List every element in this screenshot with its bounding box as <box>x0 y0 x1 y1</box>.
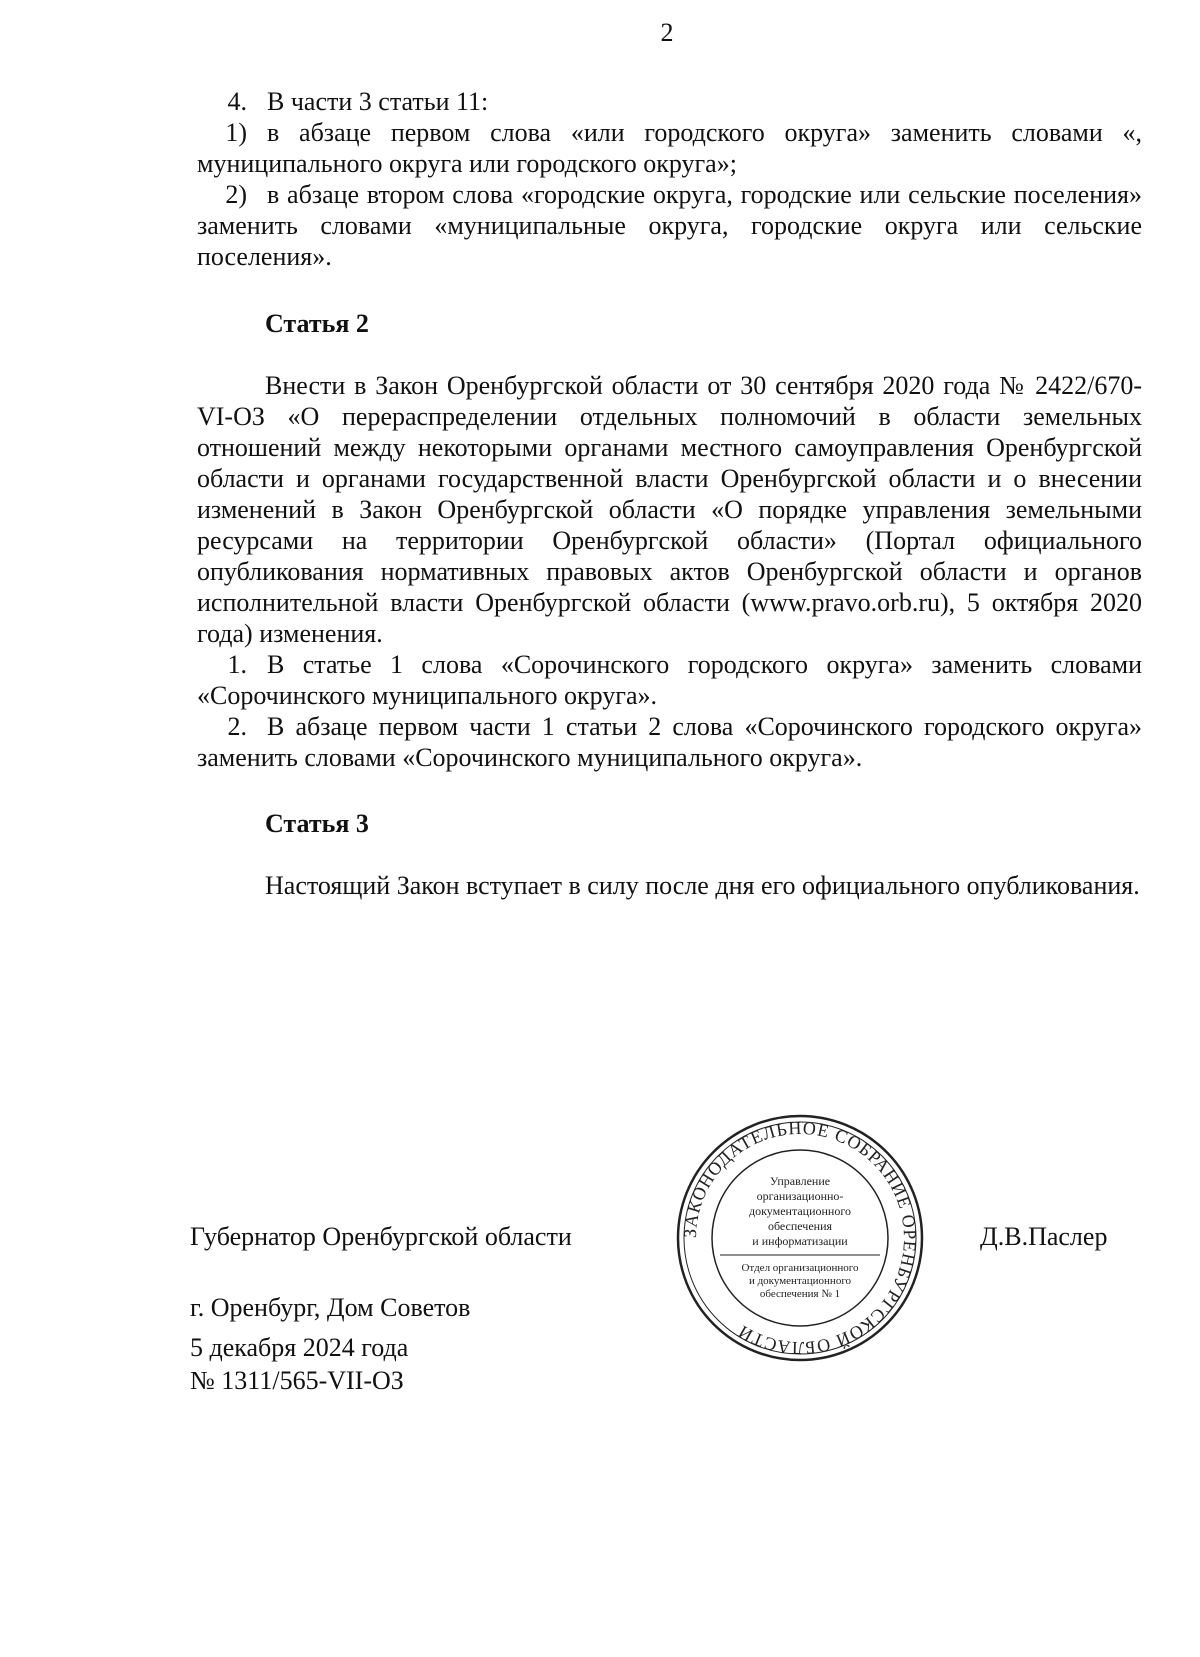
governor-title: Губернатор Оренбургской области <box>190 1222 572 1251</box>
item-4-number: 4. <box>227 87 247 116</box>
article-2-item-1-text: В статье 1 слова «Сорочинского городского округа» заменить словами «Сорочинского муниципального округа». <box>197 650 1142 710</box>
article-2-item-1-number: 1. <box>227 650 247 679</box>
item-4-sub-2-text: в абзаце втором слова «городские округа, городские или сельские поселения» заменить словами «муниципальные округа, городские округа или сельские поселения». <box>197 180 1142 271</box>
article-2-intro: Внести в Закон Оренбургской области от 30 сентября 2020 года № 2422/670-VI-ОЗ «О перераспределении отдельных полномочий в области земельных отношений между некоторыми органами местного самоуправления Оренбургской области и органами государственной власти Оренбургской области и о внесении изменений в Закон Оренбургской области «О порядке управления земельными ресурсами на территории Оренбургской области» (Портал официального опубликования нормативных правовых актов Оренбургской области и органов исполнительной власти Оренбургской области (www.pravo.orb.ru), 5 октября 2020 года) изменения. <box>197 371 1142 648</box>
article-2-item-2-number: 2. <box>227 712 247 741</box>
item-4-sub-1-text: в абзаце первом слова «или городского округа» заменить словами «, муниципального округа или городского округа»; <box>197 118 1142 178</box>
article-2-heading: Статья 2 <box>265 309 369 338</box>
article-2-item-2 <box>197 711 1142 773</box>
seal-line-4: обеспечения <box>767 1219 833 1233</box>
item-4-sub-2-number: 2) <box>225 180 247 209</box>
seal-line-6: Отдел организационного <box>741 1262 859 1274</box>
item-4-sub-1-number: 1) <box>225 118 247 147</box>
seal-line-5: и информатизации <box>752 1234 848 1248</box>
signing-place: г. Оренбург, Дом Советов <box>190 1293 471 1322</box>
seal-line-7: и документационного <box>748 1275 852 1287</box>
signing-date: 5 декабря 2024 года <box>190 1333 409 1362</box>
governor-name: Д.В.Паслер <box>980 1222 1108 1251</box>
article-2-item-2-text: В абзаце первом части 1 статьи 2 слова «Сорочинского городского округа» заменить словами «Сорочинского муниципального округа». <box>197 712 1142 772</box>
article-2-item-1 <box>197 649 1142 711</box>
seal-line-1: Управление <box>769 1174 831 1188</box>
seal-line-3: документационного <box>749 1204 851 1218</box>
seal-line-8: обеспечения № 1 <box>759 1288 841 1300</box>
page-number: 2 <box>660 18 674 47</box>
item-4-text: В части 3 статьи 11: <box>267 87 489 116</box>
article-3-text: Настоящий Закон вступает в силу после дня его официального опубликования. <box>265 871 1140 900</box>
seal-outer-ring-text: ЗАКОНОДАТЕЛЬНОЕ СОБРАНИЕ ОРЕНБУРГСКОЙ ОБЛАСТИ <box>679 1117 921 1359</box>
law-number: № 1311/565-VII-ОЗ <box>190 1366 404 1395</box>
official-seal-icon <box>675 1113 925 1363</box>
article-3-heading: Статья 3 <box>265 809 369 838</box>
item-4 <box>197 86 1142 117</box>
item-4-sub-2 <box>197 179 1142 272</box>
item-4-sub-1 <box>197 117 1142 179</box>
seal-line-2: организационно- <box>756 1189 844 1203</box>
